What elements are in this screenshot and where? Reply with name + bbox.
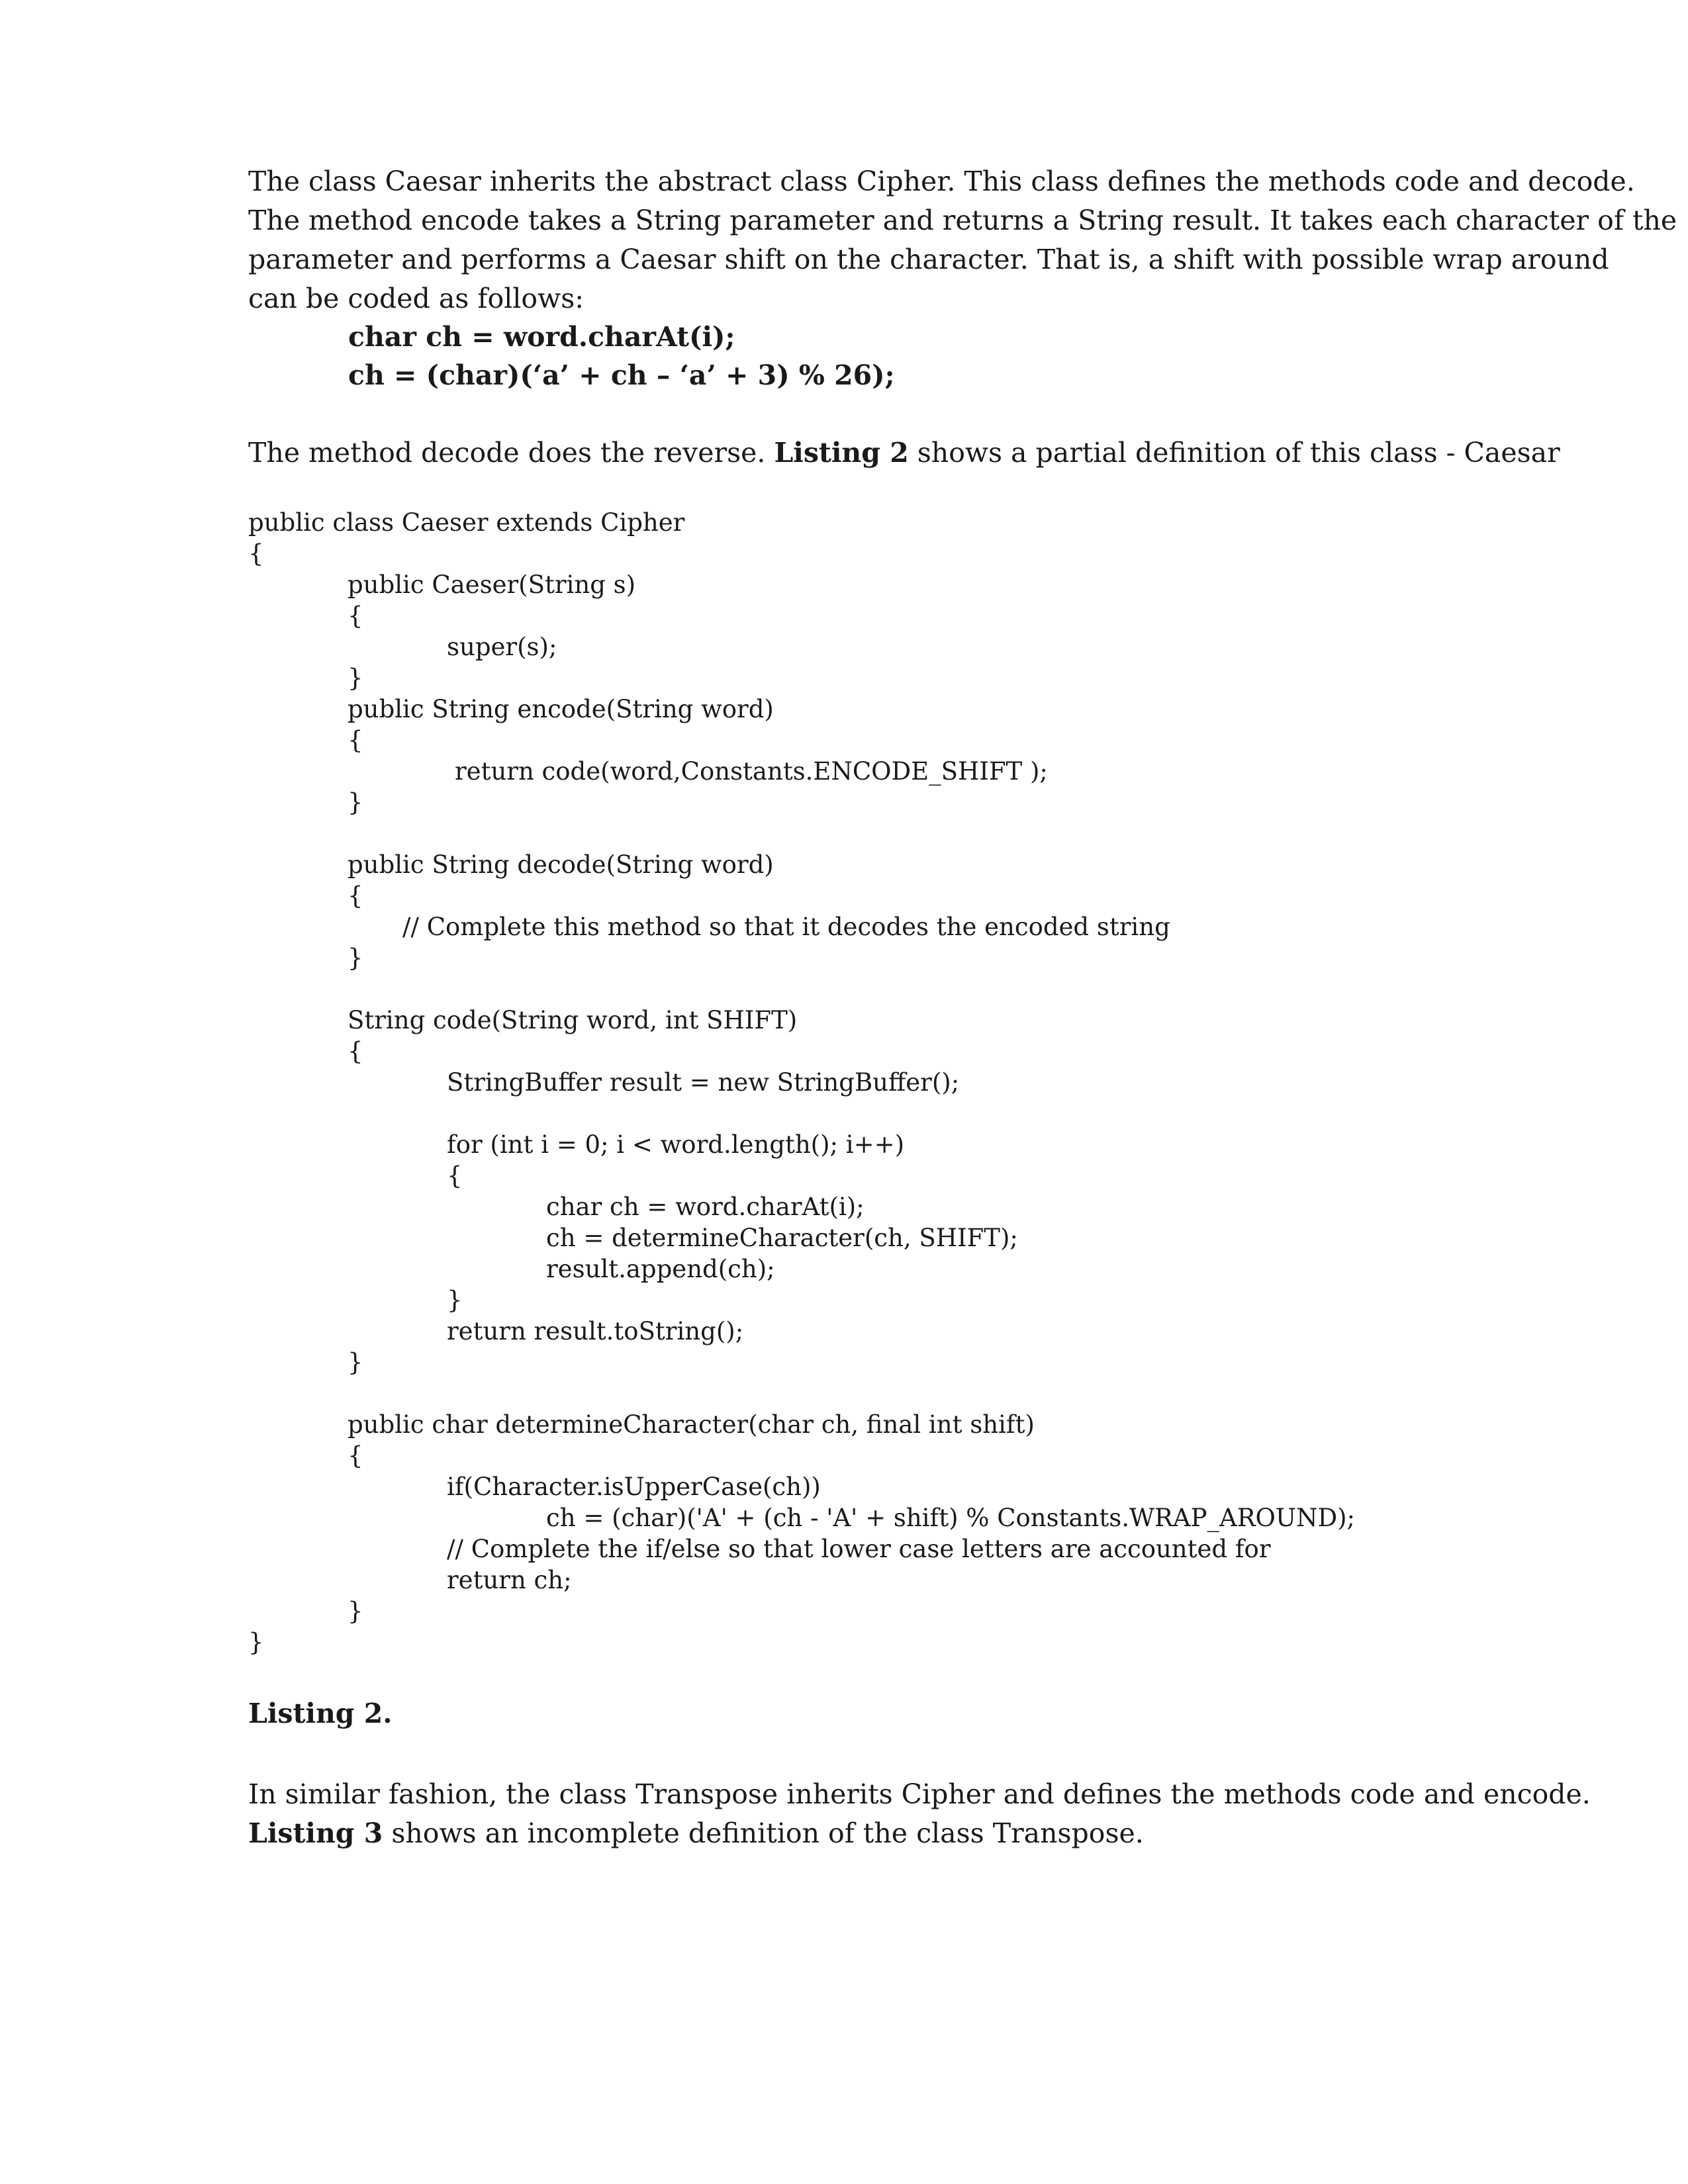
code-line: { bbox=[447, 1161, 463, 1190]
decode-text-rest: shows a partial definition of this class - Caesar bbox=[908, 437, 1560, 469]
code-line: { bbox=[348, 1441, 363, 1470]
code-line: if(Character.isUpperCase(ch)) bbox=[447, 1473, 821, 1501]
code-line: String code(String word, int SHIFT) bbox=[348, 1006, 798, 1034]
code-line: } bbox=[348, 1597, 363, 1625]
code-line: { bbox=[248, 539, 264, 568]
code-line: } bbox=[348, 664, 363, 692]
code-line: } bbox=[348, 944, 363, 972]
intro-line: can be coded as follows: bbox=[248, 283, 585, 314]
code-line: public Caeser(String s) bbox=[348, 570, 636, 599]
code-line: { bbox=[348, 1037, 363, 1066]
code-line: { bbox=[348, 602, 363, 630]
closing-line-rest: shows an incomplete definition of the class Transpose. bbox=[383, 1817, 1144, 1849]
code-line: public class Caeser extends Cipher bbox=[248, 508, 685, 537]
intro-line: parameter and performs a Caesar shift on the character. That is, a shift with possible wrap around bbox=[248, 244, 1609, 275]
code-line: } bbox=[348, 1348, 363, 1377]
code-listing bbox=[248, 507, 1355, 1658]
snippet-line: ch = (char)(‘a’ + ch – ‘a’ + 3) % 26); bbox=[348, 359, 895, 391]
snippet-line: char ch = word.charAt(i); bbox=[348, 321, 735, 353]
intro-line: The class Caesar inherits the abstract class Cipher. This class defines the methods code and decode. bbox=[248, 165, 1635, 197]
blank-line bbox=[248, 818, 1355, 849]
blank-line bbox=[248, 974, 1355, 1005]
code-comment-line: // Complete the if/else so that lower case letters are accounted for bbox=[447, 1535, 1271, 1563]
code-line: char ch = word.charAt(i); bbox=[546, 1193, 865, 1221]
code-line: ch = determineCharacter(ch, SHIFT); bbox=[546, 1224, 1018, 1252]
code-line: super(s); bbox=[447, 633, 557, 661]
closing-paragraph bbox=[248, 1775, 1591, 1853]
listing-2-reference: Listing 2 bbox=[774, 437, 909, 469]
code-line: public String encode(String word) bbox=[348, 695, 774, 723]
code-line: return result.toString(); bbox=[447, 1317, 744, 1345]
code-line: for (int i = 0; i < word.length(); i++) bbox=[447, 1130, 905, 1159]
closing-line: In similar fashion, the class Transpose inherits Cipher and defines the methods code and encode. bbox=[248, 1778, 1591, 1810]
code-line: } bbox=[447, 1286, 463, 1314]
decode-paragraph bbox=[248, 433, 1560, 473]
code-line: return ch; bbox=[447, 1566, 572, 1594]
code-line: ch = (char)('A' + (ch - 'A' + shift) % Constants.WRAP_AROUND); bbox=[546, 1504, 1356, 1532]
blank-line bbox=[248, 1098, 1355, 1129]
code-line: } bbox=[348, 788, 363, 817]
decode-text: The method decode does the reverse. bbox=[248, 437, 774, 469]
code-line: result.append(ch); bbox=[546, 1255, 775, 1283]
code-line: { bbox=[348, 726, 363, 754]
code-comment-line: // Complete this method so that it decodes the encoded string bbox=[402, 913, 1170, 941]
code-line: } bbox=[248, 1628, 264, 1657]
code-line: { bbox=[348, 882, 363, 910]
intro-paragraph bbox=[248, 162, 1677, 318]
blank-line bbox=[248, 1378, 1355, 1409]
intro-line: The method encode takes a String parameter and returns a String result. It takes each character of the bbox=[248, 205, 1677, 236]
code-line: return code(word,Constants.ENCODE_SHIFT ); bbox=[455, 757, 1048, 786]
listing-3-reference: Listing 3 bbox=[248, 1817, 383, 1849]
code-line: public char determineCharacter(char ch, final int shift) bbox=[348, 1410, 1035, 1439]
code-line: StringBuffer result = new StringBuffer(); bbox=[447, 1068, 960, 1097]
listing-caption: Listing 2. bbox=[248, 1698, 393, 1729]
code-line: public String decode(String word) bbox=[348, 850, 774, 879]
caesar-shift-snippet bbox=[348, 318, 895, 394]
